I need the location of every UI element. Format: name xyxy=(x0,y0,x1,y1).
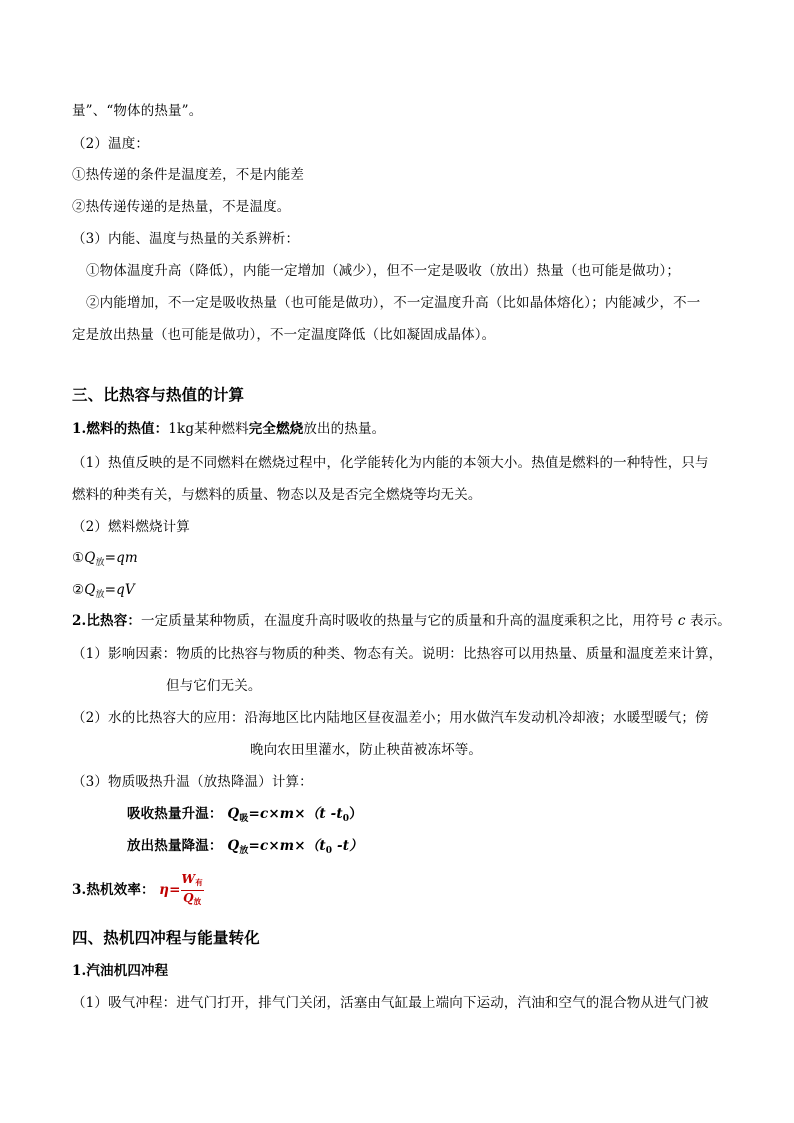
formula-symbol: Q xyxy=(183,891,194,905)
formula-subscript: 放 xyxy=(193,897,202,906)
text-line: （2）燃料燃烧计算 xyxy=(72,519,190,535)
specific-heat-label: 2.比热容： xyxy=(72,613,141,629)
text-line: ②内能增加，不一定是吸收热量（也可能是做功），不一定温度升高（比如晶体熔化）；内能减少，不一 xyxy=(86,295,701,311)
text-line: ①物体温度升高（降低），内能一定增加（减少），但不一定是吸收（放出）热量（也可能是做功）； xyxy=(86,263,680,279)
specific-heat-definition xyxy=(72,612,731,630)
formula-subscript: 吸 xyxy=(239,814,249,824)
thermal-efficiency xyxy=(72,872,204,904)
text-span: 一定质量某种物质，在温度升高时吸收的热量与它的质量和升高的温度乘积之比，用符号 xyxy=(141,613,674,629)
subsection-heading: 1.汽油机四冲程 xyxy=(72,963,169,979)
text-line: （2）温度： xyxy=(72,136,149,152)
text-line: （3）物质吸热升温（放热降温）计算： xyxy=(72,774,313,790)
heat-value-definition xyxy=(72,420,385,438)
text-line: （1）影响因素：物质的比热容与物质的种类、物态有关。说明：比热容可以用热量、质量和温度差来计算， xyxy=(72,646,723,662)
text-line: （1）热值反映的是不同燃料在燃烧过程中，化学能转化为内能的本领大小。热值是燃料的一种特性，只与 xyxy=(72,455,709,471)
text-line: ①热传递的条件是温度差，不是内能差 xyxy=(72,167,305,183)
text-line: （3）内能、温度与热量的关系辨析： xyxy=(72,231,300,247)
text-line: 晚向农田里灌水，防止秧苗被冻坏等。 xyxy=(250,742,483,758)
formula-expression: =c×m×（t xyxy=(248,838,326,854)
fraction-numerator xyxy=(181,872,204,891)
formula-subscript: 0 xyxy=(325,846,333,856)
formula-label: 吸收热量升温： xyxy=(127,806,223,822)
text-span-bold: 完全燃烧 xyxy=(248,421,304,437)
section-heading: 四、热机四冲程与能量转化 xyxy=(72,929,260,947)
formula-expression: -t） xyxy=(332,838,363,854)
text-line: 但与它们无关。 xyxy=(166,678,262,694)
formula-symbol: Q xyxy=(84,582,96,598)
formula-symbol: η= xyxy=(159,882,181,898)
formula-subscript: 放 xyxy=(239,846,249,856)
text-span: 表示。 xyxy=(689,613,731,629)
formula-subscript: 有 xyxy=(195,878,203,887)
section-heading: 三、比热容与热值的计算 xyxy=(72,386,245,404)
formula-release xyxy=(127,837,363,860)
text-span: 1kg某种燃料 xyxy=(168,421,249,437)
formula-subscript: 放 xyxy=(95,590,105,600)
text-span: ② xyxy=(72,582,85,598)
formula-expression: =c×m×（t -t xyxy=(248,806,343,822)
text-span: ① xyxy=(72,550,85,566)
formula-symbol: Q xyxy=(227,806,240,822)
heat-value-label: 1.燃料的热值： xyxy=(72,421,169,437)
formula-subscript: 放 xyxy=(95,558,105,568)
formula-expression: =qm xyxy=(104,550,138,566)
text-line: 燃料的种类有关，与燃料的质量、物态以及是否完全燃烧等均无关。 xyxy=(72,487,482,503)
formula-expression: =qV xyxy=(104,582,135,598)
formula-absorb xyxy=(127,805,363,828)
formula-symbol: Q xyxy=(227,838,240,854)
efficiency-label: 3.热机效率： xyxy=(72,882,155,898)
formula-symbol: Q xyxy=(84,550,96,566)
formula-heat-mass xyxy=(72,549,138,572)
formula-symbol: c xyxy=(677,613,686,629)
formula-symbol: W xyxy=(181,872,196,886)
text-line: 定是放出热量（也可能是做功），不一定温度降低（比如凝固成晶体）。 xyxy=(72,327,496,343)
text-line: ②热传递传递的是热量，不是温度。 xyxy=(72,199,291,215)
text-span: 放出的热量。 xyxy=(303,421,386,437)
fraction-denominator xyxy=(181,891,204,909)
formula-label: 放出热量降温： xyxy=(127,838,223,854)
formula-heat-volume xyxy=(72,581,135,604)
efficiency-fraction xyxy=(181,872,204,909)
text-line: 量”、“物体的热量”。 xyxy=(72,103,203,119)
formula-expression: ） xyxy=(349,806,363,822)
text-line: （2）水的比热容大的应用：沿海地区比内陆地区昼夜温差小；用水做汽车发动机冷却液；水暖型暖气；傍 xyxy=(72,710,709,726)
formula-subscript: 0 xyxy=(342,814,350,824)
text-line: （1）吸气冲程：进气门打开，排气门关闭，活塞由气缸最上端向下运动，汽油和空气的混合物从进气门被 xyxy=(72,995,709,1011)
